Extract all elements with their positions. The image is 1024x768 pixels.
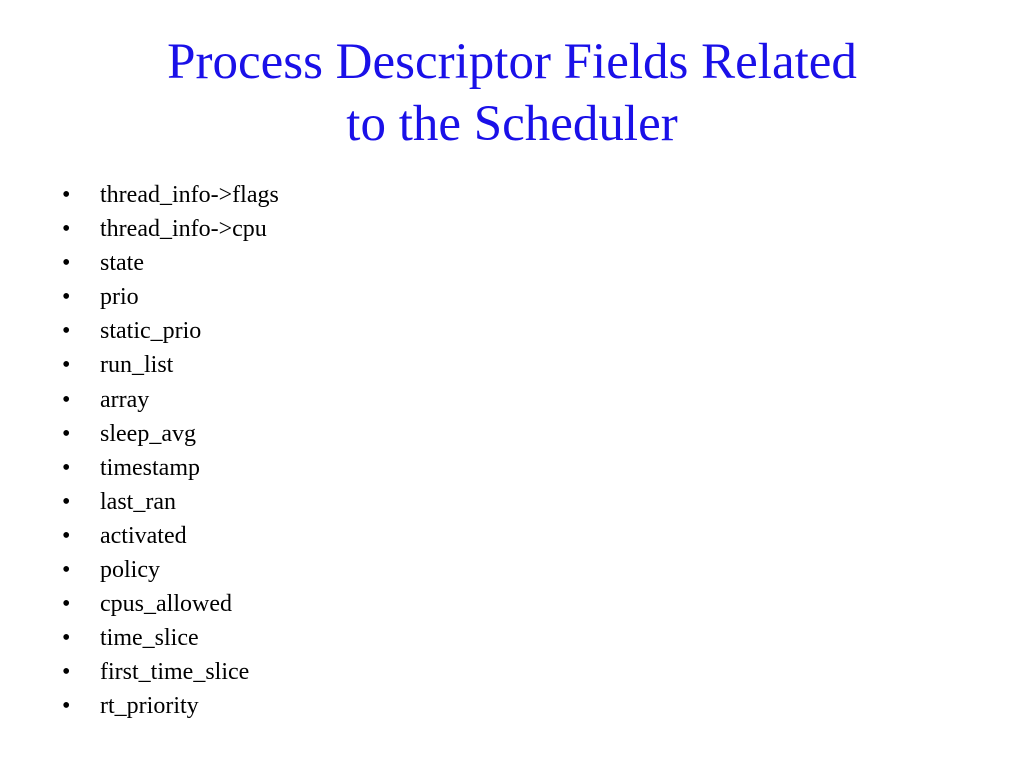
bullet-icon: • (62, 557, 71, 584)
bullet-item (62, 383, 279, 417)
bullet-text: prio (100, 284, 139, 311)
bullet-item (62, 451, 279, 485)
bullet-icon: • (62, 420, 71, 447)
bullet-text: thread_info->flags (100, 182, 279, 208)
bullet-text: sleep_avg (100, 420, 196, 447)
bullet-item (62, 655, 279, 689)
bullet-text: last_ran (100, 488, 176, 515)
bullet-icon: • (62, 352, 71, 379)
bullet-icon: • (62, 318, 71, 345)
bullet-item (62, 280, 279, 314)
bullet-text: array (100, 386, 150, 413)
bullet-item (62, 314, 279, 348)
bullet-item (62, 587, 279, 621)
bullet-icon: • (62, 250, 71, 277)
bullet-icon: • (62, 216, 71, 243)
bullet-item (62, 178, 279, 212)
bullet-text: state (100, 250, 144, 277)
bullet-item (62, 246, 279, 280)
bullet-icon: • (62, 454, 71, 481)
bullet-text: timestamp (100, 454, 200, 481)
bullet-icon: • (62, 625, 71, 652)
bullet-icon: • (62, 182, 71, 208)
bullet-text: thread_info->cpu (100, 216, 267, 243)
bullet-item (62, 621, 279, 655)
bullet-text: first_time_slice (100, 659, 250, 686)
bullet-text: rt_priority (100, 693, 199, 720)
bullet-item (62, 348, 279, 382)
bullet-item (62, 212, 279, 246)
bullet-icon: • (62, 591, 71, 618)
bullet-text: cpus_allowed (100, 591, 232, 618)
bullet-item (62, 519, 279, 553)
slide-title-line-1: Process Descriptor Fields Related (167, 34, 857, 90)
bullet-item (62, 689, 279, 723)
bullet-text: activated (100, 522, 187, 549)
slide-title (0, 31, 1024, 155)
bullet-text: static_prio (100, 318, 202, 345)
bullet-icon: • (62, 284, 71, 311)
bullet-icon: • (62, 488, 71, 515)
bullet-icon: • (62, 386, 71, 413)
bullet-item (62, 485, 279, 519)
bullet-list (62, 178, 279, 724)
bullet-icon: • (62, 693, 71, 720)
bullet-icon: • (62, 659, 71, 686)
bullet-text: policy (100, 557, 160, 584)
slide-title-line-2: to the Scheduler (346, 96, 678, 152)
bullet-item (62, 553, 279, 587)
bullet-text: time_slice (100, 625, 199, 652)
bullet-icon: • (62, 522, 71, 549)
bullet-text: run_list (100, 352, 174, 379)
bullet-item (62, 417, 279, 451)
